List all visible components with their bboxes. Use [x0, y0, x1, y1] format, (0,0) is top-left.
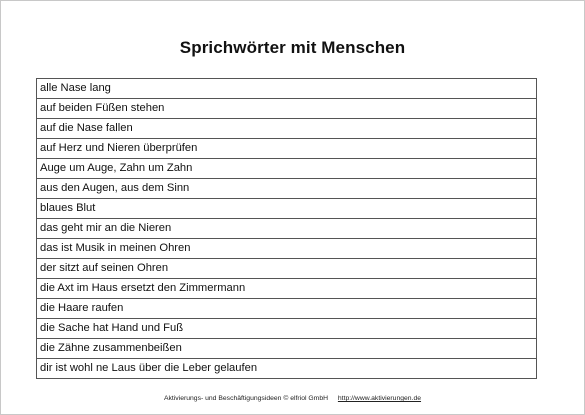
table-row: die Zähne zusammenbeißen [37, 339, 536, 359]
page-title: Sprichwörter mit Menschen [179, 38, 406, 57]
table-row: auf beiden Füßen stehen [37, 99, 536, 119]
footer-copyright: Aktivierungs- und Beschäftigungsideen © elfriol GmbH [163, 395, 329, 402]
table-row: die Axt im Haus ersetzt den Zimmermann [37, 279, 536, 299]
footer-link[interactable]: http://www.aktivierungen.de [337, 395, 422, 402]
table-row: die Haare raufen [37, 299, 536, 319]
page-footer [0, 395, 585, 402]
table-row: die Sache hat Hand und Fuß [37, 319, 536, 339]
table-row: blaues Blut [37, 199, 536, 219]
table-row: dir ist wohl ne Laus über die Leber gelaufen [37, 359, 536, 379]
table-row: auf Herz und Nieren überprüfen [37, 139, 536, 159]
proverb-table [36, 78, 537, 379]
table-row: der sitzt auf seinen Ohren [37, 259, 536, 279]
table-row: das ist Musik in meinen Ohren [37, 239, 536, 259]
table-row: das geht mir an die Nieren [37, 219, 536, 239]
table-row: alle Nase lang [37, 79, 536, 99]
table-row: auf die Nase fallen [37, 119, 536, 139]
table-row: Auge um Auge, Zahn um Zahn [37, 159, 536, 179]
table-row: aus den Augen, aus dem Sinn [37, 179, 536, 199]
